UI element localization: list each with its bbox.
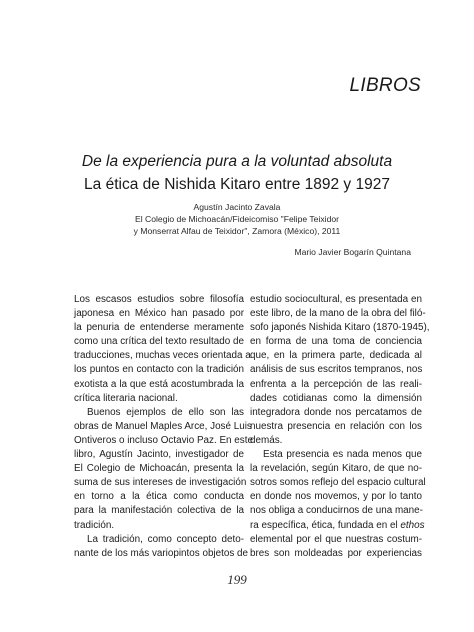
- text-line: elemental por el que nuestras costum-: [250, 533, 422, 545]
- text-line: traducciones, muchas veces orientada a: [74, 350, 251, 362]
- text-line: japonesa en México han pasado por: [74, 308, 244, 320]
- text-line: la revelación, según Kitaro, de que no-: [250, 463, 422, 475]
- text-line: [250, 519, 425, 533]
- text-line: dades cotidianas como la dimensión: [250, 392, 422, 404]
- text-line: estudio sociocultural, es presentada en: [250, 294, 422, 305]
- text-line: análisis de sus escritos tempranos, nos: [250, 364, 423, 376]
- text-line: demás.: [250, 434, 283, 446]
- text-fragment: ra específica, ética, fundada en el: [250, 519, 398, 531]
- text-line: en torno a la ética como conducta: [74, 491, 244, 503]
- text-line: en forma de una toma de conciencia: [250, 336, 422, 348]
- text-line: Ontiveros o incluso Octavio Paz. En este: [74, 434, 253, 446]
- text-line: para la manifestación colectiva de la: [74, 505, 244, 517]
- text-line: enfrenta a la percepción de las reali-: [250, 378, 422, 390]
- text-line: que, en la primera parte, dedicada al: [250, 350, 422, 362]
- text-line: nuestra presencia en relación con los: [250, 420, 422, 432]
- book-publisher-line-1: El Colegio de Michoacán/Fideicomiso "Felipe Teixidor: [135, 213, 339, 224]
- text-line: como una crítica del texto resultado de: [74, 336, 244, 348]
- text-line: sotros somos reflejo del espacio cultural: [250, 477, 426, 489]
- text-line: sofo japonés Nishida Kitaro (1870-1945),: [250, 322, 430, 334]
- text-line: tradición.: [74, 519, 115, 531]
- text-line: integradora donde nos percatamos de: [250, 406, 422, 418]
- text-line: El Colegio de Michoacán, presenta la: [74, 463, 244, 475]
- body-column-right: [250, 293, 430, 561]
- text-line: nos obliga a conducirnos de una mane-: [250, 505, 423, 517]
- text-line: Esta presencia es nada menos que: [263, 449, 422, 461]
- italic-term-ethos: ethos: [400, 519, 425, 531]
- text-line: los puntos en contacto con la tradición: [74, 364, 244, 376]
- text-line: nante de los más variopintos objetos de: [74, 547, 249, 559]
- text-line: Los escasos estudios sobre filosofía: [74, 294, 244, 305]
- text-line: libro, Agustín Jacinto, investigador de: [74, 449, 244, 461]
- text-line: crítica literaria nacional.: [74, 392, 178, 404]
- book-citation: [0, 202, 474, 237]
- review-subtitle: La ética de Nishida Kitaro entre 1892 y 1927: [84, 176, 390, 193]
- book-publisher-line-2: y Monserrat Alfau de Teixidor", Zamora (México), 2011: [133, 225, 341, 236]
- page-number: 199: [227, 572, 247, 587]
- reviewer-name: Mario Javier Bogarín Quintana: [294, 247, 411, 257]
- section-header: LIBROS: [349, 75, 421, 96]
- review-title: De la experiencia pura a la voluntad absoluta: [81, 153, 393, 170]
- book-author: Agustín Jacinto Zavala: [193, 202, 281, 212]
- text-line: obras de Manuel Maples Arce, José Luis: [74, 420, 252, 432]
- text-line: este libro, de la mano de la obra del filó-: [250, 308, 426, 320]
- text-line: la penuria de entenderse meramente: [74, 322, 244, 334]
- text-line: exotista a la que está acostumbrada la: [74, 378, 244, 390]
- text-line: suma de sus intereses de investigación: [74, 477, 247, 489]
- text-line: Buenos ejemplos de ello son las: [87, 406, 244, 418]
- body-column-left: [74, 293, 253, 561]
- text-line: en donde nos movemos, y por lo tanto: [250, 491, 422, 503]
- text-line: La tradición, como concepto deto-: [87, 533, 244, 545]
- text-line: bres son moldeadas por experiencias: [250, 547, 422, 559]
